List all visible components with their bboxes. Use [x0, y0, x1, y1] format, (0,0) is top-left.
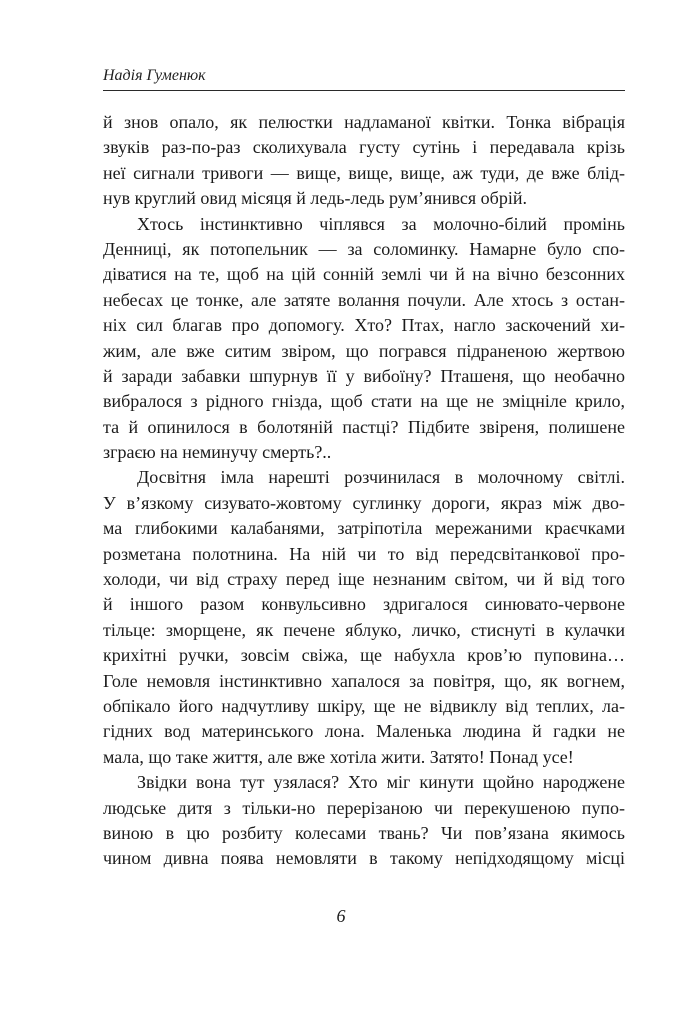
text-line: жим, але вже ситим звіром, що погрався підраненою жертвою	[103, 340, 625, 361]
text-line: виною в цю розбиту колесами твань? Чи пов’язана якимось	[103, 822, 625, 843]
running-head-author: Надія Гуменюк	[103, 67, 206, 84]
text-line: й заради забавки шпурнув її у вибоїну? Пташеня, що необачно	[103, 365, 625, 386]
body-text	[103, 110, 625, 872]
text-line: У в’язкому сизувато-жовтому суглинку дороги, якраз між дво-	[103, 492, 625, 513]
text-line: обпікало його надчутливу шкіру, ще не відвиклу від теплих, ла-	[103, 695, 625, 716]
text-line: Досвітня імла нарешті розчинилася в молочному світлі.	[137, 467, 625, 488]
text-line: Голе немовля інстинктивно хапалося за повітря, що, як вогнем,	[103, 670, 625, 691]
text-line: нув круглий овид місяця й ледь-ледь рум’янився обрій.	[103, 188, 527, 209]
text-line: ма глибокими калабанями, затріпотіла мережаними краєчками	[103, 518, 625, 539]
text-line: чином дивна поява немовляти в такому непідходящому місці	[103, 848, 625, 869]
header-rule	[103, 90, 625, 91]
text-line: холоди, чи від страху перед іще незнаним світом, чи й від того	[103, 569, 625, 590]
text-line: й іншого разом конвульсивно здригалося синювато-червоне	[103, 594, 625, 615]
text-line: вибралося з рідного гнізда, щоб стати на ще не зміцніле крило,	[103, 391, 625, 412]
text-line: та й опинилося в болотяній пастці? Підбите звіреня, полишене	[103, 416, 625, 437]
text-line: розметана полотнина. На ній чи то від передсвітанкової про-	[103, 543, 625, 564]
text-line: Хтось інстинктивно чіплявся за молочно-білий промінь	[137, 213, 625, 234]
text-line: неї сигнали тривоги — вище, вище, вище, аж туди, де вже блід-	[103, 162, 625, 183]
text-line: мала, що таке життя, але вже хотіла жити. Затято! Понад усе!	[103, 746, 574, 767]
text-line: крихітні ручки, зовсім свіжа, ще набухла кров’ю пуповина…	[103, 645, 625, 666]
page-number: 6	[336, 906, 346, 926]
text-line: зграєю на неминучу смерть?..	[103, 442, 332, 463]
text-line: тільце: зморщене, як печене яблуко, личко, стиснуті в кулачки	[103, 619, 625, 640]
text-line: гідних вод материнського лона. Маленька людина й гадки не	[103, 721, 625, 742]
text-line: діватися на те, щоб на цій сонній землі чи й на вічно безсонних	[103, 264, 625, 285]
text-line: людське дитя з тільки-но перерізаною чи перекушеною пупо-	[103, 797, 625, 818]
text-line: небесах це тонке, але затяте волання почули. Але хтось з остан-	[103, 289, 625, 310]
text-line: Денниці, як потопельник — за соломинку. Намарне було спо-	[103, 238, 625, 259]
text-line: й знов опало, як пелюстки надламаної квітки. Тонка вібрація	[103, 112, 625, 132]
text-line: Звідки вона тут узялася? Хто міг кинути щойно народжене	[137, 772, 625, 793]
text-line: звуків раз-по-раз сколихувала густу сутінь і передавала крізь	[103, 137, 625, 158]
text-line: ніх сил благав про допомогу. Хто? Птах, нагло заскочений хи-	[103, 315, 625, 336]
